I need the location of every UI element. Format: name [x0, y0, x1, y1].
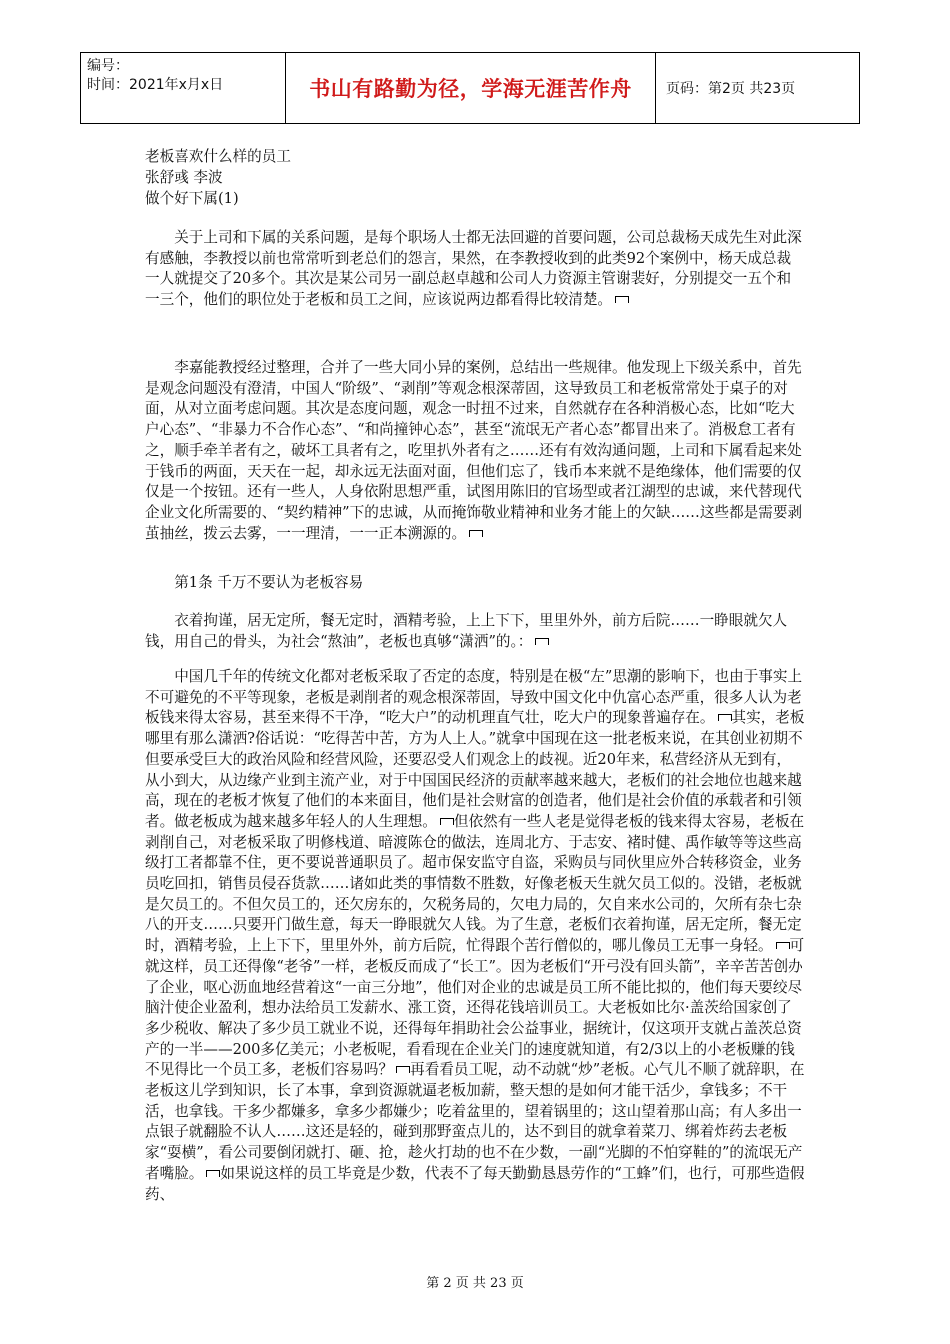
paragraph-mark-icon — [718, 714, 732, 721]
page-footer: 第 2 页 共 23 页 — [426, 1276, 524, 1291]
paragraph-3-text: 衣着拘谨，居无定所，餐无定时，酒精考验，上上下下，里里外外，前方后院……一睁眼就欠人钱，用自己的骨头，为社会“熬油”，老板也真够“潇洒”的。： — [145, 612, 788, 650]
paragraph-mark-icon — [615, 296, 629, 303]
header-meta — [81, 53, 286, 123]
paragraph-4-text-e: 再看看员工呢，动不动就“炒”老板。心气儿不顺了就辞职，在老板这儿学到知识，长了本事，拿到资源就逼老板加薪，整天想的是如何才能干活少，拿钱多；不干活，也拿钱。干多少都嫌多，拿多少都嫌少；吃着盆里的，望着锅里的；这山望着那山高；有人多出一点银子就翻脸不认人……这还是轻的，碰到那野蛮点儿的，达不到目的就拿着菜刀、绑着炸药去老板家“耍横”，看公司要倒闭就打、砸、抢，趁火打劫的也不在少数，一副“光脚的不怕穿鞋的”的流氓无产者嘴脸。 — [145, 1061, 805, 1182]
paragraph-2 — [145, 358, 805, 544]
paragraph-4 — [145, 667, 805, 1205]
title-block — [145, 146, 805, 209]
paragraph-mark-icon — [396, 1066, 410, 1073]
paragraph-mark-icon — [206, 1170, 220, 1177]
document-authors: 张舒彧 李波 — [145, 169, 223, 186]
paragraph-mark-icon — [776, 942, 790, 949]
paragraph-mark-icon — [535, 638, 549, 645]
header-motto: 书山有路勤为径，学海无涯苦作舟 — [286, 53, 656, 123]
paragraph-4-text-d: 可就这样，员工还得像“老爷”一样，老板反而成了“长工”。因为老板们“开弓没有回头箭”，辛辛苦苦创办了企业，呕心沥血地经营着这“一亩三分地”，他们对企业的忠诚是员工所不能比拟的，他们每天要绞尽脑汁使企业盈利，想办法给员工发薪水、涨工资，还得花钱培训员工。大老板如比尔·盖茨给国家创了多少税收、解决了多少员工就业不说，还得每年捐助社会公益事业，据统计，仅这项开支就占盖茨总资产的一半——200多亿美元；小老板呢，看看现在企业关门的速度就知道，有2/3以上的小老板赚的钱不见得比一个员工多，老板们容易吗？ — [145, 937, 805, 1079]
paragraph-4-text-a: 中国几千年的传统文化都对老板采取了否定的态度，特别是在极“左”思潮的影响下，也由于事实上不可避免的不平等现象，老板是剥削者的观念根深蒂固，导致中国文化中仇富心态严重，很多人认为老板钱来得太容易，甚至来得不干净，“吃大户”的动机理直气壮，吃大户的现象普遍存在。 — [145, 668, 803, 727]
paragraph-2-text: 李嘉能教授经过整理，合并了一些大同小异的案例，总结出一些规律。他发现上下级关系中，首先是观念问题没有澄清，中国人“阶级”、“剥削”等观念根深蒂固，这导致员工和老板常常处于桌子的对面，从对立面考虑问题。其次是态度问题，观念一时扭不过来，自然就存在各种消极心态，比如“吃大户心态”、“非暴力不合作心态”、“和尚撞钟心态”，甚至“流氓无产者心态”都冒出来了。消极怠工者有之，顺手牵羊者有之，破坏工具者有之，吃里扒外者有之……还有有效沟通问题，上司和下属看起来处于钱币的两面，天天在一起，却永远无法面对面，但他们忘了，钱币本来就不是绝缘体，他们需要的仅仅是一个按钮。还有一些人，人身依附思想严重，试图用陈旧的官场型或者江湖型的忠诚，来代替现代企业文化所需要的、“契约精神”下的忠诚，从而掩饰敬业精神和业务才能上的欠缺……这些都是需要剥茧抽丝，拨云去雾，一一理清，一一正本溯源的。 — [145, 359, 803, 542]
paragraph-mark-icon — [469, 530, 483, 537]
section-heading: 第1条 千万不要认为老板容易 — [174, 574, 364, 591]
paragraph-4-text-b: 其实，老板哪里有那么潇洒?俗话说：“吃得苦中苦，方为人上人。”就拿中国现在这一批老板来说，在其创业初期不但要承受巨大的政治风险和经营风险，还要忍受人们观念上的歧视。近20年来，私营经济从无到有，从小到大，从边缘产业到主流产业，对于中国国民经济的贡献率越来越大，老板们的社会地位也越来越高，现在的老板才恢复了他们的本来面目，他们是社会财富的创造者，他们是社会价值的承载者和引领者。做老板成为越来越多年轻人的人生理想。 — [145, 709, 805, 830]
header-page-info: 页码：第2页 共23页 — [666, 81, 796, 97]
document-number-label: 编号： — [87, 58, 129, 74]
paragraph-1-text: 关于上司和下属的关系问题，是每个职场人士都无法回避的首要问题，公司总裁杨天成先生对此深有感触，李教授以前也常常听到老总们的怨言，果然，在李教授收到的此类92个案例中，杨天成总裁一人就提交了20多个。其次是某公司另一副总赵卓越和公司人力资源主管谢裴好，分别提交一五个和一三个，他们的职位处于老板和员工之间，应该说两边都看得比较清楚。 — [145, 229, 802, 309]
paragraph-3 — [145, 611, 805, 652]
document-time-label: 时间：2021年x月x日 — [87, 77, 224, 93]
paragraph-1 — [145, 228, 805, 311]
paragraph-mark-icon — [440, 818, 454, 825]
page-header — [80, 52, 860, 124]
document-title: 老板喜欢什么样的员工 — [145, 148, 291, 165]
section-heading-block — [145, 573, 805, 594]
document-subtitle: 做个好下属(1) — [145, 190, 239, 207]
paragraph-4-text-c: 但依然有一些人老是觉得老板的钱来得太容易，老板在剥削自己，对老板采取了明修栈道、暗渡陈仓的做法，连周北方、于志安、褚时健、禹作敏等等这些高级打工者都靠不住，更不要说普通职员了。超市保安监守自盗，采购员与同伙里应外合转移资金，业务员吃回扣，销售员侵吞货款……诸如此类的事情数不胜数，好像老板天生就欠员工似的。没错，老板就是欠员工的。不但欠员工的，还欠房东的，欠税务局的，欠电力局的，欠自来水公司的，欠所有杂七杂八的开支……只要开门做生意，每天一睁眼就欠人钱。为了生意，老板们衣着拘谨，居无定所，餐无定时，酒精考验，上上下下，里里外外，前方后院，忙得跟个苦行僧似的，哪儿像员工无事一身轻。 — [145, 812, 805, 955]
paragraph-4-text-f: 如果说这样的员工毕竟是少数，代表不了每天勤勤恳恳劳作的“工蜂”们，也行，可那些造假药、 — [145, 1164, 805, 1203]
